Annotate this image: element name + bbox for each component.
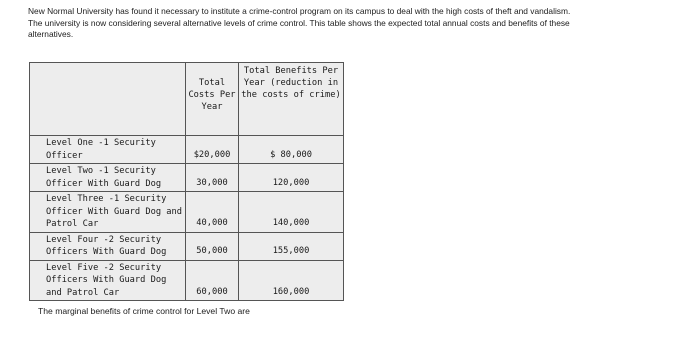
header-total-costs: Total Costs Per Year — [186, 63, 239, 136]
table-row — [30, 232, 344, 260]
row-label: Level Two -1 Security Officer With Guard Dog — [30, 164, 186, 192]
row-label: Level Four -2 Security Officers With Guard Dog — [30, 232, 186, 260]
table-row — [30, 136, 344, 164]
row-label: Level One -1 Security Officer — [30, 136, 186, 164]
row-benefit: 155,000 — [239, 232, 344, 260]
table-row — [30, 260, 344, 301]
intro-line-2: The university is now considering several alternative levels of crime control. This table shows the expected total annual costs and benefits of these — [28, 17, 570, 28]
intro-line-3: alternatives. — [28, 29, 74, 39]
row-cost: 60,000 — [186, 260, 239, 301]
question-prompt: The marginal benefits of crime control for Level Two are — [38, 306, 250, 316]
row-benefit: 140,000 — [239, 192, 344, 233]
header-total-benefits: Total Benefits Per Year (reduction in the costs of crime) — [239, 63, 344, 136]
problem-intro — [28, 6, 692, 41]
table-header-row — [30, 63, 344, 136]
table-row — [30, 192, 344, 233]
row-label: Level Five -2 Security Officers With Guard Dog and Patrol Car — [30, 260, 186, 301]
row-benefit: 160,000 — [239, 260, 344, 301]
table-row — [30, 164, 344, 192]
row-benefit: $ 80,000 — [239, 136, 344, 164]
row-cost: $20,000 — [186, 136, 239, 164]
row-cost: 30,000 — [186, 164, 239, 192]
row-label: Level Three -1 Security Officer With Guard Dog and Patrol Car — [30, 192, 186, 233]
intro-line-1: New Normal University has found it necessary to institute a crime-control program on its campus to deal with the high costs of theft and vandalism. — [28, 6, 571, 16]
row-cost: 50,000 — [186, 232, 239, 260]
cost-benefit-table — [29, 62, 344, 301]
row-benefit: 120,000 — [239, 164, 344, 192]
header-level — [30, 63, 186, 136]
row-cost: 40,000 — [186, 192, 239, 233]
